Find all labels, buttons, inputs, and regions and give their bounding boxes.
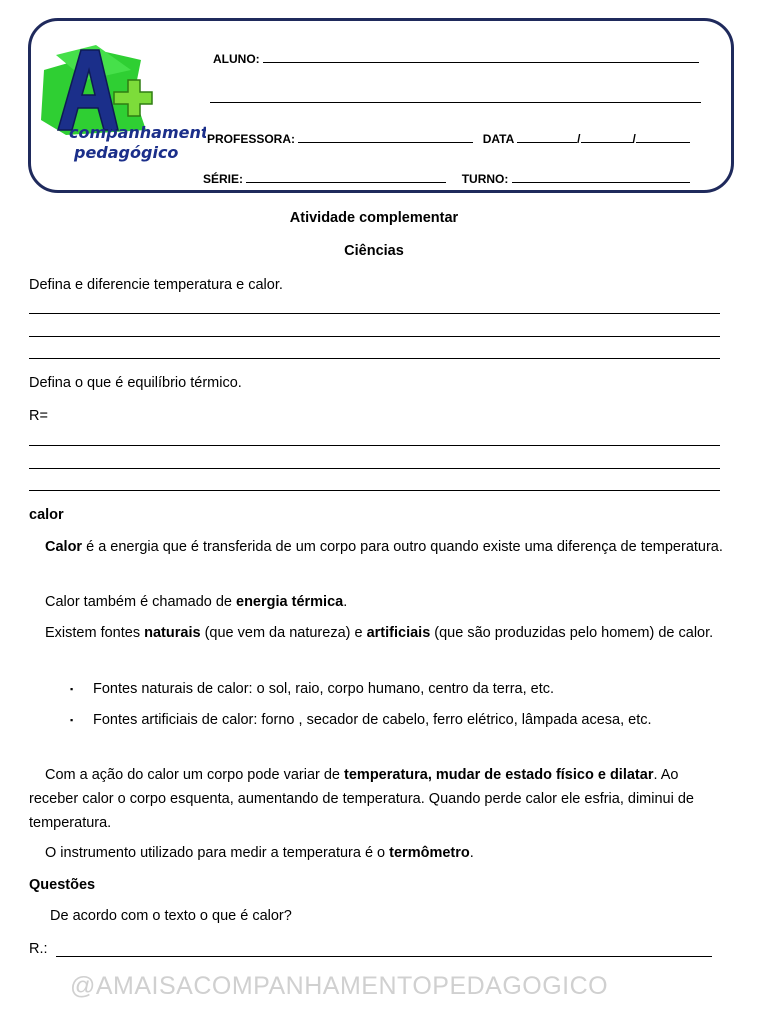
question-3-answer-label: R.: (29, 941, 48, 957)
bullet-icon: ▪ (70, 715, 74, 725)
serie-label: SÉRIE: (203, 172, 244, 186)
aluno-label: ALUNO: (213, 52, 260, 66)
term-efeitos-do-calor: temperatura, mudar de estado físico e dilatar (344, 767, 654, 783)
bullet-icon: ▪ (70, 684, 74, 694)
data-label: DATA (482, 132, 514, 146)
answer-line[interactable] (29, 313, 720, 314)
term-energia-termica: energia térmica (236, 594, 344, 610)
professora-field (207, 130, 690, 146)
questions-heading: Questões (29, 877, 96, 893)
serie-line[interactable] (246, 170, 446, 183)
answer-line[interactable] (29, 358, 720, 359)
paragraph-energia-termica (29, 590, 729, 614)
aluno-line[interactable] (263, 50, 699, 63)
document-title: Atividade complementar (289, 210, 459, 226)
turno-line[interactable] (512, 170, 690, 183)
data-day-line[interactable] (517, 130, 577, 143)
watermark: @AMAISACOMPANHAMENTOPEDAGOGICO (70, 972, 609, 1000)
logo (36, 40, 206, 170)
paragraph-fontes (29, 621, 729, 645)
section-heading-calor: calor (29, 507, 64, 523)
question-1: Defina e diferencie temperatura e calor. (29, 277, 283, 293)
answer-line[interactable] (29, 336, 720, 337)
term-naturais: naturais (144, 625, 201, 641)
logo-graphic (36, 40, 206, 170)
paragraph-calor-definition (29, 535, 729, 559)
data-separator-1: / (577, 132, 581, 146)
question-3: De acordo com o texto o que é calor? (50, 908, 292, 924)
data-year-line[interactable] (636, 130, 690, 143)
paragraph-text: Com a ação do calor um corpo pode variar de (45, 767, 345, 783)
paragraph-acao-do-calor (29, 763, 729, 835)
paragraph-text: é a energia que é transferida de um corpo para outro quando existe uma diferença de temperatura. (82, 539, 723, 555)
term-termometro: termômetro (389, 845, 470, 861)
turno-label: TURNO: (461, 172, 509, 186)
term-calor: Calor (45, 539, 83, 555)
professora-label: PROFESSORA: (207, 132, 296, 146)
paragraph-text: O instrumento utilizado para medir a temperatura é o (45, 845, 390, 861)
paragraph-text: Existem fontes (45, 625, 145, 641)
paragraph-text: (que vem da natureza) e (200, 625, 367, 641)
answer-line[interactable] (29, 490, 720, 491)
professora-line[interactable] (298, 130, 473, 143)
question-2-answer-label: R= (29, 408, 48, 424)
paragraph-text: . (469, 845, 474, 861)
question-2: Defina o que é equilíbrio térmico. (29, 375, 242, 391)
svg-text:companhamento: companhamento (69, 123, 206, 142)
paragraph-termometro (29, 841, 729, 865)
paragraph-text: . Ao receber calor o corpo esquenta, aumentando de temperatura. Quando perde calor ele esfria, diminui de temperatura. (29, 767, 694, 831)
answer-line[interactable] (29, 445, 720, 446)
aluno-field (213, 50, 699, 66)
paragraph-text: (que são produzidas pelo homem) de calor. (430, 625, 714, 641)
paragraph-text: Calor também é chamado de (45, 594, 237, 610)
serie-field (203, 170, 690, 186)
bullet-item-artificial-sources: Fontes artificiais de calor: forno , secador de cabelo, ferro elétrico, lâmpada acesa, etc. (93, 712, 652, 728)
bullet-item-natural-sources: Fontes naturais de calor: o sol, raio, corpo humano, centro da terra, etc. (93, 681, 555, 697)
paragraph-text: . (343, 594, 348, 610)
aluno-line-2[interactable] (210, 90, 701, 106)
answer-line[interactable] (56, 956, 712, 957)
term-artificiais: artificiais (366, 625, 431, 641)
answer-line[interactable] (29, 468, 720, 469)
svg-text:pedagógico: pedagógico (74, 143, 179, 162)
document-subject: Ciências (344, 243, 404, 259)
data-separator-2: / (632, 132, 636, 146)
data-month-line[interactable] (581, 130, 633, 143)
